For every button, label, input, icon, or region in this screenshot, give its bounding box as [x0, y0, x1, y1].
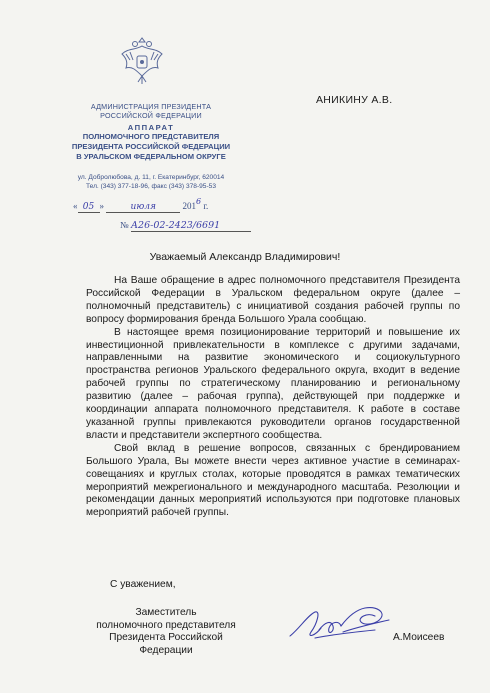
letterhead-line: АДМИНИСТРАЦИЯ ПРЕЗИДЕНТА: [90, 102, 212, 111]
greeting: Уважаемый Александр Владимирович!: [149, 251, 341, 263]
date-month: июля: [130, 202, 156, 212]
date-open-quote: «: [73, 201, 78, 211]
date-year-prefix: 201: [182, 201, 196, 211]
letterhead-line: АППАРАТ: [127, 123, 175, 132]
letterhead-line: ПРЕЗИДЕНТА РОССИЙСКОЙ ФЕДЕРАЦИИ: [71, 142, 231, 151]
document-number: А26-02-2423/6691: [130, 220, 221, 231]
letterhead-phone: Тел. (343) 377-18-96, факс (343) 378-95-53: [85, 183, 217, 190]
signatory-line: Заместитель: [135, 607, 197, 618]
signatory-line: полномочного представителя: [96, 619, 236, 631]
signatory-title: [86, 607, 246, 657]
date-day: 05: [82, 202, 95, 212]
letter-date: [73, 197, 251, 232]
date-year-label: г.: [203, 201, 209, 211]
letter-body: [86, 275, 460, 520]
coat-of-arms-icon: [118, 32, 166, 88]
recipient: АНИКИНУ А.В.: [316, 94, 393, 106]
date-close-quote: »: [99, 201, 104, 211]
paragraph: Свой вклад в решение вопросов, связанных с брендированием Большого Урала, Вы можете внести через активное участие в семинарах-совещаниях и круглых столах, которые проводятся в рамках тематических мероприятий межрегионального и международного масштаба. Резолюции и рекомендации данных мероприятий используются при подготовке плановых мероприятий рабочей группы.: [86, 442, 460, 519]
signatory-line: Президента Российской Федерации: [109, 632, 223, 656]
letterhead-line: В УРАЛЬСКОМ ФЕДЕРАЛЬНОМ ОКРУГЕ: [76, 152, 226, 161]
paragraph: В настоящее время позиционирование территорий и повышение их инвестиционной привлекательности в комплексе с другими задачами, направленными на развитие экономического и социокультурного пространства регионов Уральского федерального округа, входит в ведение рабочей группы по стратегическому планированию и региональному развитию (далее – рабочая группа), действующей при поддержке и координации аппарата полномочного представителя. К работе в составе указанной группы привлекаются руководители органов государственной власти и представители экспертного сообщества.: [86, 326, 460, 441]
signatory-name: А.Моисеев: [393, 632, 445, 643]
signature-icon: [285, 598, 400, 648]
paragraph: На Ваше обращение в адрес полномочного представителя Президента Российской Федерации в Уральском федеральном округе (далее – полномочный представитель) с инициативой создания рабочей группы по вопросу формирования бренда Большого Урала сообщаю.: [86, 275, 460, 325]
letterhead-address: ул. Добролюбова, д. 11, г. Екатеринбург, 620014: [77, 174, 225, 181]
letterhead-line: РОССИЙСКОЙ ФЕДЕРАЦИИ: [100, 111, 202, 120]
closing: С уважением,: [110, 579, 176, 590]
date-year-suffix: 6: [196, 197, 202, 206]
number-label: №: [120, 220, 129, 230]
letterhead-line: ПОЛНОМОЧНОГО ПРЕДСТАВИТЕЛЯ: [82, 132, 220, 141]
